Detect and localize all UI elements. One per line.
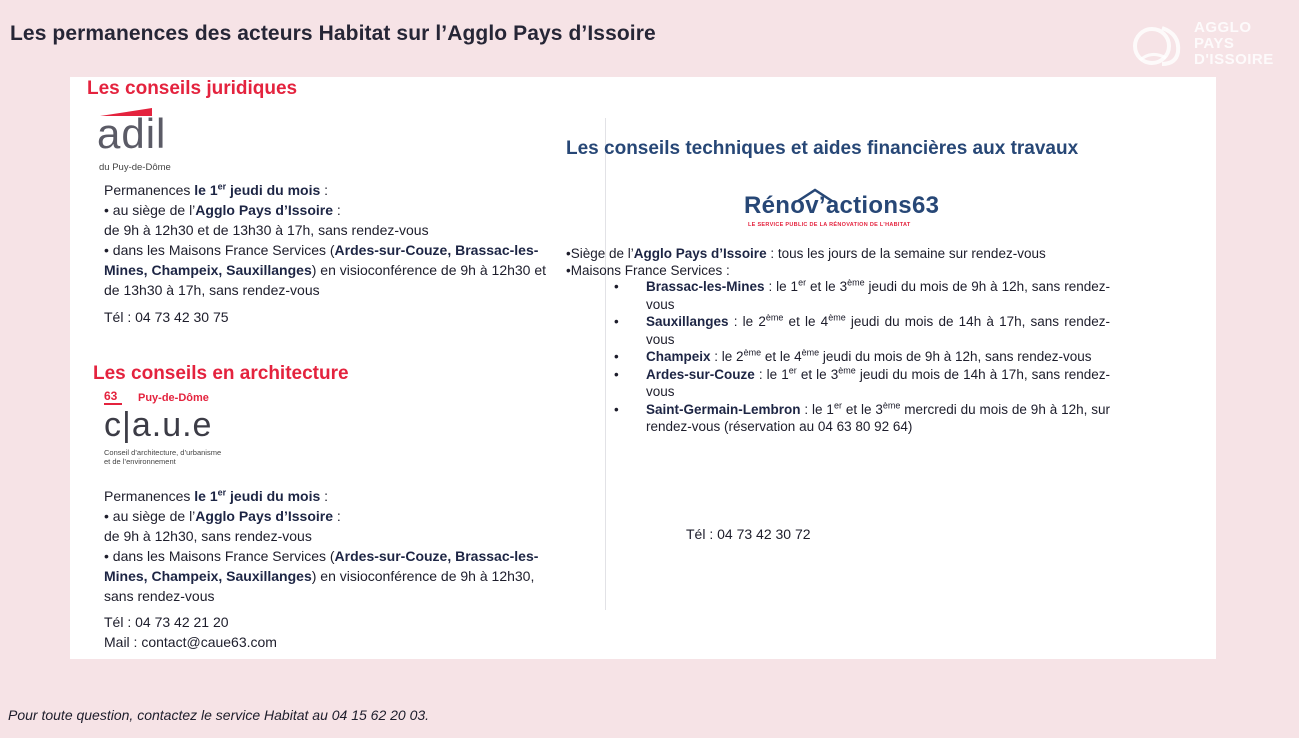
caue-logo <box>104 389 284 474</box>
techniques-phone: Tél : 04 73 42 30 72 <box>686 526 811 542</box>
architecture-line1-b: le 1 <box>194 488 218 504</box>
location-pre: : le 2 <box>728 314 766 329</box>
juridique-line5-c: ) en visioconférence de 9h à 12h30 et <box>311 262 547 278</box>
architecture-permanences-text <box>104 486 538 606</box>
architecture-line2-a: • au siège de l’ <box>104 508 196 524</box>
architecture-section-title: Les conseils en architecture <box>93 363 349 384</box>
juridique-line1-sup: er <box>217 181 227 192</box>
architecture-line5-c: ) en visioconférence de 9h à 12h30, <box>311 568 535 584</box>
location-post: jeudi du mois de 14h à 17h, sans rendez-vous <box>646 314 1110 347</box>
architecture-line1-a: Permanences <box>104 488 195 504</box>
architecture-line1-sup: er <box>217 487 227 498</box>
techniques-intro-text <box>566 245 1046 279</box>
architecture-phone: Tél : 04 73 42 21 20 <box>104 614 229 630</box>
bullet-icon: • <box>614 366 619 382</box>
architecture-line5-b: Mines, Champeix, Sauxillanges <box>104 568 312 584</box>
agglo-logo-line1: AGGLO <box>1194 19 1252 36</box>
footer-note: Pour toute question, contactez le service Habitat au 04 15 62 20 03. <box>8 707 430 723</box>
juridique-line1-c: jeudi du mois <box>226 182 321 198</box>
list-item <box>614 348 1110 366</box>
location-pre: : le 1 <box>754 366 789 382</box>
architecture-line2-b: Agglo Pays d’Issoire <box>195 508 334 524</box>
juridique-permanences-text <box>104 180 546 300</box>
location-post: jeudi du mois de 9h à 12h, sans rendez-vous <box>819 349 1092 364</box>
location-name: Brassac-les-Mines <box>646 279 765 294</box>
location-sup1: ème <box>765 312 784 323</box>
juridique-line1-a: Permanences <box>104 182 195 198</box>
location-sup2: ème <box>882 400 901 410</box>
architecture-line2-c: : <box>333 508 341 524</box>
location-sup1: ème <box>743 347 762 358</box>
agglo-logo-mark-icon <box>1132 20 1186 68</box>
techniques-siege-c: : tous les jours de la semaine sur rendez-vous <box>766 246 1046 261</box>
adil-logo-word: adil <box>97 110 167 157</box>
techniques-siege-b: Agglo Pays d’Issoire <box>633 246 767 261</box>
juridique-line2-a: • au siège de l’ <box>104 202 196 218</box>
bullet-icon: • <box>614 279 619 294</box>
renovactions63-logo-subtitle: LE SERVICE PUBLIC DE LA RÉNOVATION DE L’HABITAT <box>748 222 911 228</box>
list-item <box>614 278 1110 313</box>
caue-logo-subtitle-1: Conseil d’architecture, d’urbanisme <box>104 448 222 457</box>
bullet-icon: • <box>614 401 619 417</box>
location-post: jeudi du mois de 14h à 17h, sans rendez-vous <box>646 366 1110 399</box>
architecture-line3: de 9h à 12h30, sans rendez-vous <box>104 528 312 544</box>
location-post: jeudi du mois de 9h à 12h, sans rendez-vous <box>646 279 1110 312</box>
location-sup1: er <box>798 277 807 288</box>
location-mid: et le 4 <box>783 314 829 329</box>
juridique-line1-b: le 1 <box>194 182 218 198</box>
caue-logo-subtitle <box>104 448 284 466</box>
list-item <box>614 366 1110 401</box>
techniques-section-title: Les conseils techniques et aides financières aux travaux <box>566 138 1079 159</box>
juridique-section-title: Les conseils juridiques <box>87 78 298 99</box>
location-pre: : le 1 <box>800 401 834 417</box>
location-pre: : le 2 <box>710 349 744 364</box>
renovactions63-logo-word: Rénov’actions63 <box>744 192 940 219</box>
location-sup1: er <box>833 400 842 410</box>
agglo-logo-line3: D'ISSOIRE <box>1194 51 1274 68</box>
location-sup1: er <box>788 365 797 375</box>
location-sup2: ème <box>828 312 846 323</box>
juridique-phone: Tél : 04 73 42 30 75 <box>104 309 229 325</box>
juridique-line4-b: Ardes-sur-Couze, Brassac-les- <box>334 242 539 258</box>
location-mid: et le 4 <box>761 349 802 364</box>
juridique-line1-d: : <box>320 182 329 198</box>
juridique-line4-a: • dans les Maisons France Services ( <box>104 242 335 258</box>
bullet-icon: • <box>614 314 619 329</box>
juridique-line6: de 13h30 à 17h, sans rendez-vous <box>104 282 320 298</box>
location-name: Ardes-sur-Couze <box>646 366 755 382</box>
caue-logo-subtitle-2: et de l’environnement <box>104 457 176 466</box>
caue-logo-number-bar <box>104 403 122 405</box>
agglo-pays-issoire-logo <box>1132 14 1282 72</box>
agglo-logo-line2: PAYS <box>1194 35 1235 52</box>
techniques-locations-list <box>614 278 1110 436</box>
juridique-line5-b: Mines, Champeix, Sauxillanges <box>104 262 312 278</box>
location-sup2: ème <box>838 365 856 375</box>
juridique-line3: de 9h à 12h30 et de 13h30 à 17h, sans rendez-vous <box>104 222 429 238</box>
juridique-line2-b: Agglo Pays d’Issoire <box>195 202 334 218</box>
location-name: Sauxillanges <box>646 314 729 329</box>
location-mid: et le 3 <box>841 401 883 417</box>
architecture-line4-b: Ardes-sur-Couze, Brassac-les- <box>334 548 539 564</box>
architecture-line6: sans rendez-vous <box>104 588 215 604</box>
architecture-line1-d: : <box>320 488 329 504</box>
location-sup2: ème <box>801 347 820 358</box>
location-name: Saint-Germain-Lembron <box>646 401 801 417</box>
location-mid: et le 3 <box>806 279 848 294</box>
location-post: mercredi du mois de 9h à 12h, sur rendez-vous (réservation au 04 63 80 92 64) <box>646 401 1110 434</box>
caue-logo-word: c|a.u.e <box>104 406 213 444</box>
adil-logo-subtitle: du Puy-de-Dôme <box>99 162 171 173</box>
list-item <box>614 401 1110 436</box>
page-title: Les permanences des acteurs Habitat sur l’Agglo Pays d’Issoire <box>10 22 656 45</box>
architecture-mail[interactable]: Mail : contact@caue63.com <box>104 634 277 650</box>
location-mid: et le 3 <box>796 366 839 382</box>
techniques-mfs-label: •Maisons France Services : <box>566 263 730 278</box>
techniques-siege-a: •Siège de l’ <box>566 246 634 261</box>
caue-logo-dept: Puy-de-Dôme <box>138 392 209 404</box>
location-pre: : le 1 <box>764 279 799 294</box>
location-sup2: ème <box>847 277 865 288</box>
renovactions63-logo <box>744 189 940 229</box>
bullet-icon: • <box>614 349 619 364</box>
column-divider <box>605 118 606 610</box>
architecture-line1-c: jeudi du mois <box>226 488 321 504</box>
adil-logo <box>97 106 197 176</box>
location-name: Champeix <box>646 349 711 364</box>
list-item <box>614 313 1110 348</box>
architecture-line4-a: • dans les Maisons France Services ( <box>104 548 335 564</box>
caue-logo-number: 63 <box>104 389 118 403</box>
juridique-line2-c: : <box>333 202 341 218</box>
